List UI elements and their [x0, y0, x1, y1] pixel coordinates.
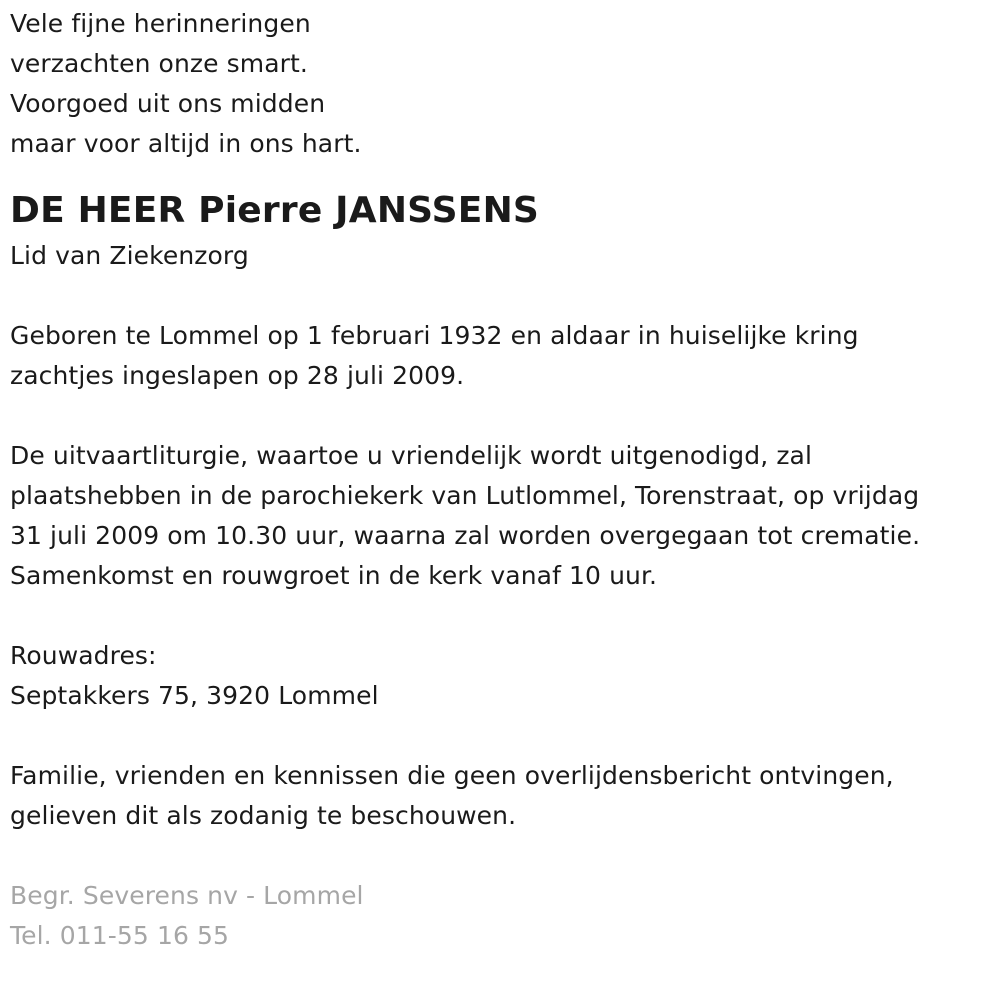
undertaker-name: Begr. Severens nv - Lommel [10, 881, 364, 910]
birth-death-line-2: zachtjes ingeslapen op 28 juli 2009. [10, 361, 465, 390]
poem-line-1: Vele fijne herinneringen [10, 9, 311, 38]
funeral-line-3: 31 juli 2009 om 10.30 uur, waarna zal worden overgegaan tot crematie. [10, 521, 921, 550]
obituary-notice [10, 4, 985, 956]
deceased-name: DE HEER Pierre JANSSENS [10, 190, 540, 231]
poem [10, 4, 985, 164]
mourning-address [10, 636, 985, 716]
funeral-paragraph [10, 436, 985, 596]
birth-death-line-1: Geboren te Lommel op 1 februari 1932 en aldaar in huiselijke kring [10, 321, 859, 350]
poem-line-2: verzachten onze smart. [10, 49, 308, 78]
poem-line-3: Voorgoed uit ons midden [10, 89, 326, 118]
undertaker-info [10, 876, 985, 956]
address-value: Septakkers 75, 3920 Lommel [10, 681, 379, 710]
funeral-line-4: Samenkomst en rouwgroet in de kerk vanaf 10 uur. [10, 561, 658, 590]
funeral-line-2: plaatshebben in de parochiekerk van Lutlommel, Torenstraat, op vrijdag [10, 481, 920, 510]
address-label: Rouwadres: [10, 641, 157, 670]
notice-line-1: Familie, vrienden en kennissen die geen overlijdensbericht ontvingen, [10, 761, 894, 790]
notice-paragraph [10, 756, 985, 836]
funeral-line-1: De uitvaartliturgie, waartoe u vriendelijk wordt uitgenodigd, zal [10, 441, 813, 470]
poem-line-4: maar voor altijd in ons hart. [10, 129, 362, 158]
birth-death-paragraph [10, 316, 985, 396]
undertaker-phone: Tel. 011-55 16 55 [10, 921, 230, 950]
notice-line-2: gelieven dit als zodanig te beschouwen. [10, 801, 517, 830]
membership: Lid van Ziekenzorg [10, 241, 249, 270]
